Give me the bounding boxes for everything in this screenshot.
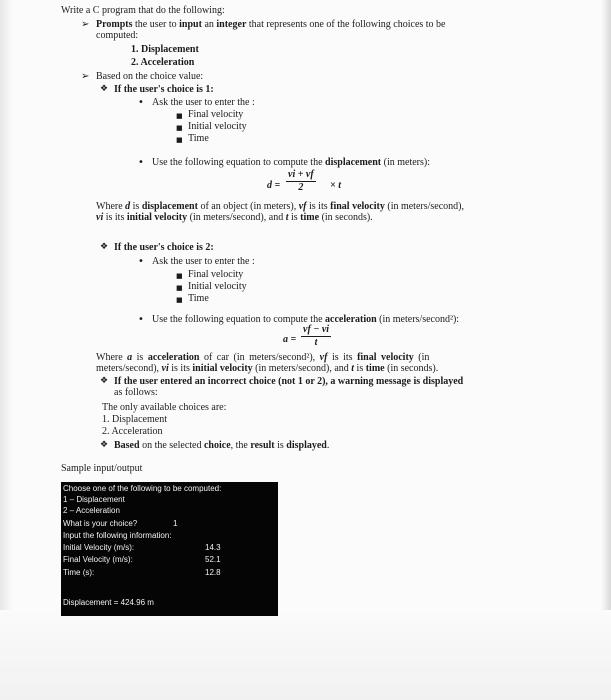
case1-item-1: Final velocity <box>188 109 244 120</box>
t: (in <box>418 352 430 363</box>
t: , the <box>230 440 248 451</box>
t: is <box>277 440 284 451</box>
console-result: Displacement = 424.96 m <box>63 598 154 607</box>
console-time-value: 12.8 <box>205 568 221 577</box>
case2-item-2: Initial velocity <box>188 281 247 292</box>
t: Where <box>96 352 123 363</box>
term-acceleration: acceleration <box>147 352 200 363</box>
t: . <box>326 440 330 451</box>
diamond-bullet-icon: ❖ <box>100 376 109 386</box>
t: meters/second), <box>96 363 160 374</box>
square-bullet-icon: ■ <box>176 284 183 292</box>
square-bullet-icon: ■ <box>176 124 183 132</box>
prompt-line-1 <box>96 19 446 30</box>
t: (in meters/second), <box>387 201 464 212</box>
use-text: Use the following equation to compute the <box>152 157 323 168</box>
var-d: d <box>125 201 131 212</box>
case1-ask: Ask the user to enter the : <box>152 97 255 108</box>
console-choice-value: 1 <box>173 519 178 528</box>
console-line-choice-label: What is your choice? <box>63 519 138 528</box>
prompt-word-integer: integer <box>216 19 247 30</box>
incorrect-line-1: If the user entered an incorrect choice (not 1 or 2), a warning message is displayed <box>114 376 464 387</box>
case1-use-line <box>152 157 430 168</box>
t: is <box>356 363 364 374</box>
use-word: acceleration <box>325 314 377 325</box>
case2-ask: Ask the user to enter the : <box>152 256 255 267</box>
term-final-velocity: final velocity <box>330 201 385 212</box>
eq2-denominator: t <box>314 337 318 348</box>
console-output <box>61 482 278 616</box>
var-vf: vf <box>319 352 328 363</box>
intro-text: Write a C program that do the following: <box>61 5 225 16</box>
case1-where-line-1 <box>96 201 464 212</box>
t: choice <box>203 440 231 451</box>
eq1-denominator: 2 <box>298 182 304 193</box>
t: (in seconds). <box>321 212 373 223</box>
arrow-bullet-icon: ➢ <box>81 19 90 30</box>
prompt-line-2: computed: <box>96 30 139 41</box>
prompt-text-an: an <box>204 19 214 30</box>
use-word: displacement <box>325 157 382 168</box>
prompt-text-rest: that represents one of the following choices to be <box>248 19 446 30</box>
choice-1: 1. Displacement <box>131 44 199 55</box>
dot-bullet-icon: • <box>138 314 144 325</box>
diamond-bullet-icon: ❖ <box>100 242 109 252</box>
eq2-numerator: vf − vi <box>303 324 330 335</box>
t: is its <box>309 201 328 212</box>
case2-where-line-1 <box>96 352 429 363</box>
term-initial-velocity: initial velocity <box>192 363 253 374</box>
case2-where-line-2 <box>96 363 438 374</box>
console-line-option-1: 1 – Displacement <box>63 495 125 504</box>
t: is its <box>171 363 190 374</box>
based-result-line <box>114 440 329 451</box>
t: result <box>250 440 275 451</box>
console-initial-velocity-label: Initial Velocity (m/s): <box>63 543 135 552</box>
term-initial-velocity: initial velocity <box>126 212 188 223</box>
square-bullet-icon: ■ <box>176 112 183 120</box>
t: of an object (in meters), <box>200 201 297 212</box>
t: is <box>132 201 140 212</box>
eq1-lhs: d = <box>267 180 281 191</box>
console-final-velocity-label: Final Velocity (m/s): <box>63 555 133 564</box>
console-line-prompt: Choose one of the following to be computed: <box>63 484 222 493</box>
warning-option-1: 1. Displacement <box>102 414 167 425</box>
eq1-numerator: vi + vf <box>288 169 314 180</box>
var-vf: vf <box>298 201 307 212</box>
choice-2: 2. Acceleration <box>131 57 195 68</box>
eq1-fraction <box>286 169 316 193</box>
use-units: (in meters): <box>383 157 431 168</box>
based-on-text: Based on the choice value: <box>96 71 204 82</box>
square-bullet-icon: ■ <box>176 296 183 304</box>
use-units: (in meters/second²): <box>379 314 460 325</box>
var-a: a <box>127 352 133 363</box>
t: (in seconds). <box>387 363 439 374</box>
square-bullet-icon: ■ <box>176 136 183 144</box>
console-time-label: Time (s): <box>63 568 95 577</box>
square-bullet-icon: ■ <box>176 272 183 280</box>
use-text: Use the following equation to compute the <box>152 314 323 325</box>
term-time: time <box>365 363 385 374</box>
t: is <box>291 212 298 223</box>
eq1-rhs: × t <box>330 180 341 191</box>
dot-bullet-icon: • <box>138 256 144 267</box>
case2-heading: If the user's choice is 2: <box>114 242 214 253</box>
prompt-text: the user to <box>134 19 177 30</box>
dot-bullet-icon: • <box>138 97 144 108</box>
warning-line: The only available choices are: <box>102 402 227 413</box>
case1-where-line-2 <box>96 212 373 223</box>
var-vi: vi <box>96 212 104 223</box>
t: on the selected <box>142 440 202 451</box>
console-line-input-info: Input the following information: <box>63 531 172 540</box>
var-t: t <box>285 212 289 223</box>
t: of car (in meters/second²), <box>203 352 316 363</box>
warning-option-2: 2. Acceleration <box>102 426 163 437</box>
t: (in meters/second), and <box>189 212 284 223</box>
t: displayed <box>286 440 327 451</box>
prompt-word-input: input <box>179 19 202 30</box>
t: (in meters/second), and <box>255 363 349 374</box>
eq2-lhs: a = <box>283 334 297 345</box>
diamond-bullet-icon: ❖ <box>100 440 109 450</box>
t: is its <box>331 352 353 363</box>
sample-io-label: Sample input/output <box>61 463 143 474</box>
case1-item-2: Initial velocity <box>188 121 247 132</box>
incorrect-line-2: as follows: <box>114 387 158 398</box>
t: Based <box>114 440 140 451</box>
dot-bullet-icon: • <box>138 157 144 168</box>
term-final-velocity: final velocity <box>357 352 414 363</box>
prompt-word: Prompts <box>96 19 133 30</box>
console-final-velocity-value: 52.1 <box>205 555 221 564</box>
t: Where <box>96 201 123 212</box>
case1-item-3: Time <box>188 133 209 144</box>
case2-item-1: Final velocity <box>188 269 244 280</box>
case1-heading: If the user's choice is 1: <box>114 84 214 95</box>
term-time: time <box>300 212 320 223</box>
console-initial-velocity-value: 14.3 <box>205 543 221 552</box>
var-t: t <box>351 363 355 374</box>
var-vi: vi <box>161 363 169 374</box>
console-line-option-2: 2 – Acceleration <box>63 506 120 515</box>
eq2-fraction <box>301 324 331 348</box>
arrow-bullet-icon: ➢ <box>81 71 90 82</box>
diamond-bullet-icon: ❖ <box>100 84 109 94</box>
case2-item-3: Time <box>188 293 209 304</box>
t: is its <box>105 212 125 223</box>
t: is <box>136 352 144 363</box>
term-displacement: displacement <box>141 201 198 212</box>
